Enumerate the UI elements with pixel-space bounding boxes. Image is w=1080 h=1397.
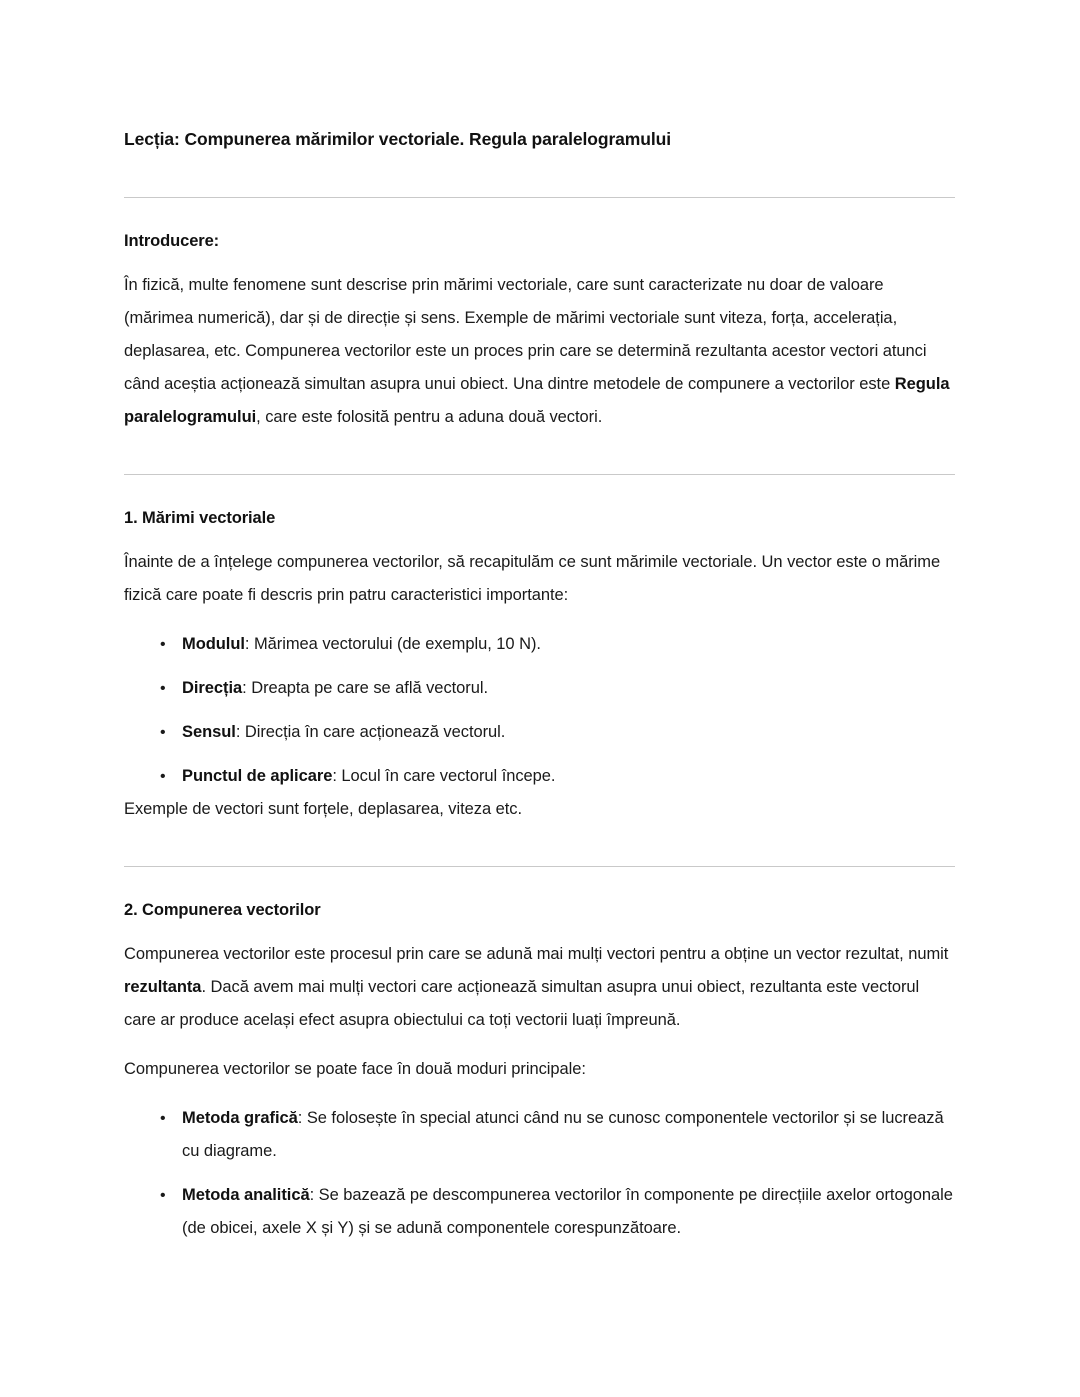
intro-paragraph: [124, 269, 955, 434]
section2-paragraph: [124, 938, 955, 1037]
list-item: [124, 760, 955, 793]
list-item-text: : Mărimea vectorului (de exemplu, 10 N).: [244, 635, 541, 654]
list-item-term: Direcția: [182, 679, 243, 698]
section2-paragraph-part1: Compunerea vectorilor este procesul prin care se adună mai mulți vectori pentru a obține un vector rezultat, numit: [124, 945, 949, 964]
page-title: Lecția: Compunerea mărimilor vectoriale. Regula paralelogramului: [124, 129, 671, 149]
section2-paragraph-2: Compunerea vectorilor se poate face în două moduri principale:: [124, 1060, 586, 1079]
list-item-term: Modulul: [182, 635, 245, 654]
section2-paragraph-bold: rezultanta: [124, 978, 202, 997]
section1-bullet-list: [124, 628, 955, 793]
section1-paragraph: Înainte de a înțelege compunerea vectorilor, să recapitulăm ce sunt mărimile vectoriale. Un vector este o mărime fizică care poate fi descris prin patru caracteristici importante:: [124, 553, 941, 605]
list-item-text: : Direcția în care acționează vectorul.: [235, 723, 506, 742]
section-divider-2: [124, 474, 955, 475]
intro-paragraph-part1: În fizică, multe fenomene sunt descrise prin mărimi vectoriale, care sunt caracterizate nu doar de valoare (mărimea numerică), dar și de direcție și sens. Exemple de mărimi vectoriale sunt viteza, forța, accelerația, deplasarea, etc. Compunerea vectorilor este un proces prin care se determină rezultanta acestor vectori atunci când aceștia acționează simultan asupra unui obiect. Una dintre metodele de compunere a vectorilor este: [124, 275, 927, 393]
section2-bullet-list: [124, 1102, 955, 1245]
section1-closing-paragraph: Exemple de vectori sunt forțele, deplasarea, viteza etc.: [124, 800, 522, 819]
section-divider-1: [124, 197, 955, 198]
list-item-text: : Se bazează pe descompunerea vectorilor în componente pe direcțiile axelor ortogonale (de obicei, axele X și Y) și se adună componentele corespunzătoare.: [182, 1186, 953, 1238]
section2-paragraph-part2: . Dacă avem mai mulți vectori care acționează simultan asupra unui obiect, rezultanta este vectorul care ar produce același efect asupra obiectului ca toți vectorii luați împreună.: [124, 978, 920, 1030]
list-item-term: Sensul: [182, 723, 236, 742]
section-divider-3: [124, 866, 955, 867]
list-item-text: : Dreapta pe care se află vectorul.: [242, 679, 489, 698]
list-item: [124, 1179, 955, 1245]
list-item-term: Metoda grafică: [182, 1109, 298, 1128]
list-item: [124, 1102, 955, 1168]
list-item-text: : Locul în care vectorul începe.: [332, 767, 556, 786]
intro-paragraph-bold: Regula paralelogramului: [124, 374, 950, 426]
heading-compunerea-vectorilor: 2. Compunerea vectorilor: [124, 901, 321, 920]
list-item: [124, 672, 955, 705]
list-item: [124, 716, 955, 749]
list-item: [124, 628, 955, 661]
list-item-term: Metoda analitică: [182, 1186, 310, 1205]
intro-paragraph-part2: , care este folosită pentru a aduna două vectori.: [256, 407, 603, 426]
heading-marimi-vectoriale: 1. Mărimi vectoriale: [124, 508, 276, 527]
list-item-term: Punctul de aplicare: [182, 767, 333, 786]
heading-introducere: Introducere:: [124, 231, 220, 250]
list-item-text: : Se folosește în special atunci când nu se cunosc componentele vectorilor și se lucrează cu diagrame.: [182, 1109, 944, 1161]
